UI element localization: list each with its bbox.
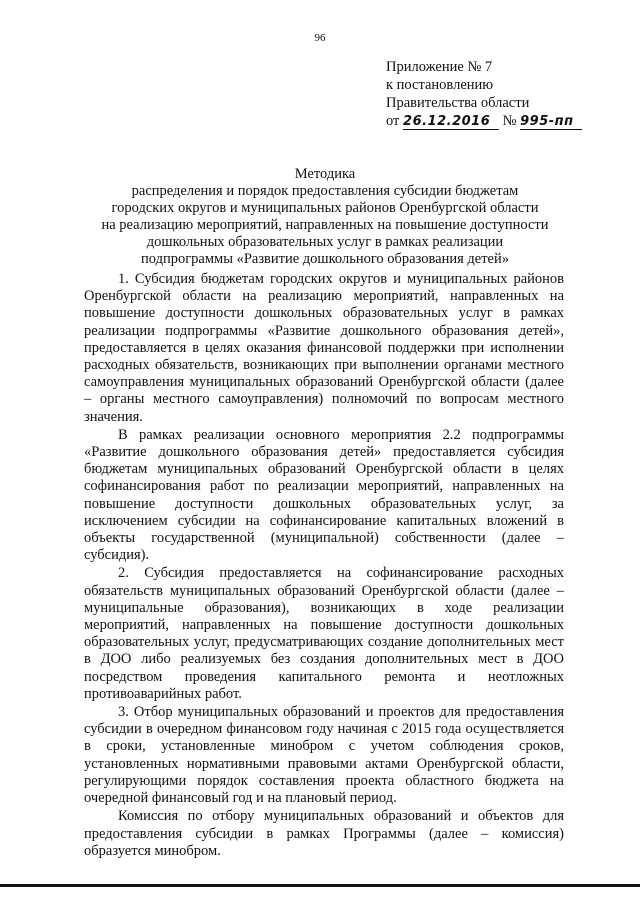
title-line: подпрограммы «Развитие дошкольного образования детей»	[140, 251, 509, 267]
handwritten-date: 26.12.2016	[403, 115, 499, 130]
title-line: Методика	[294, 166, 356, 182]
paragraph-1: 1. Субсидия бюджетам городских округов и муниципальных районов Оренбургской области на реализацию мероприятий, направленных на повышение доступности дошкольных образовательных услуг в рамках реализации подпрограммы «Развитие дошкольного образования детей», предоставляется в целях оказания финансовой поддержки при исполнении расходных обязательств, возникающих при выполнении органами местного самоуправления муниципальных образований Оренбургской области (далее – органы местного самоуправления) полномочий по вопросам местного значения.	[84, 271, 564, 425]
number-prefix: №	[502, 113, 517, 129]
title-line: распределения и порядок предоставления субсидии бюджетам	[131, 183, 519, 199]
paragraph-4: 3. Отбор муниципальных образований и проектов для предоставления субсидии в очередном финансовом году начиная с 2015 года осуществляется в сроки, установленные минобром с учетом соблюдения сроков, установленных нормативными правовыми актами Оренбургской области, регулирующими порядок составления проекта областного бюджета на очередной финансовый год и на плановый период.	[84, 704, 564, 807]
appendix-resolution-label: к постановлению	[386, 77, 494, 93]
date-prefix: от	[386, 113, 400, 129]
page-number: 96	[314, 32, 326, 44]
document-title	[90, 166, 560, 268]
appendix-date-line	[386, 112, 582, 130]
appendix-government-label: Правительства области	[386, 95, 530, 111]
handwritten-number: 995-пп	[520, 115, 582, 130]
title-line: дошкольных образовательных услуг в рамках реализации	[146, 234, 504, 250]
paragraph-2: В рамках реализации основного мероприятия 2.2 подпрограммы «Развитие дошкольного образования детей» предоставляется субсидия бюджетам муниципальных образований Оренбургской области в целях софинансирования работ по реализации мероприятий, направленных на повышение доступности дошкольных образовательных услуг, за исключением субсидии на софинансирование капитальных вложений в объекты государственной (муниципальной) собственности (далее – субсидия).	[84, 426, 564, 564]
page-bottom-rule	[0, 884, 640, 887]
title-line: на реализацию мероприятий, направленных на повышение доступности	[101, 217, 549, 233]
appendix-block	[386, 58, 582, 130]
appendix-title: Приложение № 7	[386, 59, 493, 75]
paragraph-5: Комиссия по отбору муниципальных образований и объектов для предоставления субсидии в рамках Программы (далее – комиссия) образуется минобром.	[84, 808, 564, 859]
document-body	[84, 271, 564, 860]
title-line: городских округов и муниципальных районов Оренбургской области	[111, 200, 539, 216]
paragraph-3: 2. Субсидия предоставляется на софинансирование расходных обязательств муниципальных образований Оренбургской области (далее – муниципальные образования), возникающих в ходе реализации мероприятий, направленных на повышение доступности дошкольных образовательных услуг, предусматривающих создание дополнительных мест в ДОО либо реализуемых без создания дополнительных мест в ДОО посредством проведения капитального ремонта и неотложных противоаварийных работ.	[84, 565, 564, 702]
